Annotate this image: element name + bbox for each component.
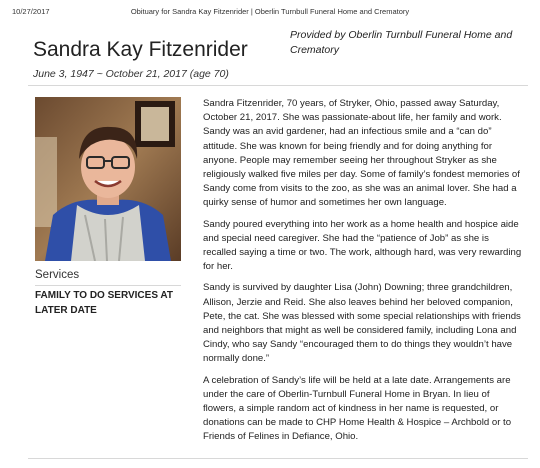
obituary-body — [203, 97, 525, 452]
footer-divider — [28, 458, 528, 459]
services-details: FAMILY TO DO SERVICES AT LATER DATE — [35, 290, 173, 316]
life-dates: June 3, 1947 ~ October 21, 2017 (age 70) — [33, 68, 229, 80]
print-title: Obituary for Sandra Kay Fitzenrider | Oberlin Turnbull Funeral Home and Crematory — [130, 7, 410, 16]
header-divider — [28, 85, 528, 86]
obituary-paragraph: Sandy poured everything into her work as a home health and hospice aide and special need caregiver. She had the “patience of Job” as she is recalled saying a time or two. The work, although hard, was very rewarding for her. — [203, 218, 522, 273]
services-divider — [35, 285, 181, 286]
portrait-photo — [35, 97, 181, 261]
obituary-paragraph: A celebration of Sandy’s life will be held at a late date. Arrangements are under the care of Oberlin-Turnbull Funeral Home in Bryan. In lieu of flowers, a simple random act of kindness in her name is requested, or donations can be made to CHP Home Health & Hospice – Archbold or to Friends of Felines in Defiance, Ohio. — [203, 374, 512, 443]
print-header — [0, 0, 540, 18]
obituary-name: Sandra Kay Fitzenrider — [33, 38, 248, 61]
services-heading: Services — [35, 269, 80, 281]
provided-by: Provided by Oberlin Turnbull Funeral Home and Crematory — [290, 29, 513, 56]
obituary-paragraph: Sandy is survived by daughter Lisa (John) Downing; three grandchildren, Allison, Jerzie and Reid. She also leaves behind her beloved companion, Pete, the cat. She was blessed with some special relationships with friends and neighbors that might as well be considered family, including Lona and Cindy, who say Sandy “encouraged them to do things they wouldn’t have normally done.” — [203, 282, 521, 365]
obituary-paragraph: Sandra Fitzenrider, 70 years, of Stryker, Ohio, passed away Saturday, October 21, 2017. She was passionate-about life, her family and work. Sandy was an avid gardener, had an infectious smile and a “can do” attitude. She was known for being friendly and for doing anything for anyone. People may remember seeing her throughout Stryker as she religiously walked five miles per day. Some of family’s fondest memories of Sandy come from visits to the zoo, as she was an animal lover. She had a quirky sense of humor and sometimes her own language. — [203, 98, 520, 209]
print-date: 10/27/2017 — [12, 7, 50, 16]
